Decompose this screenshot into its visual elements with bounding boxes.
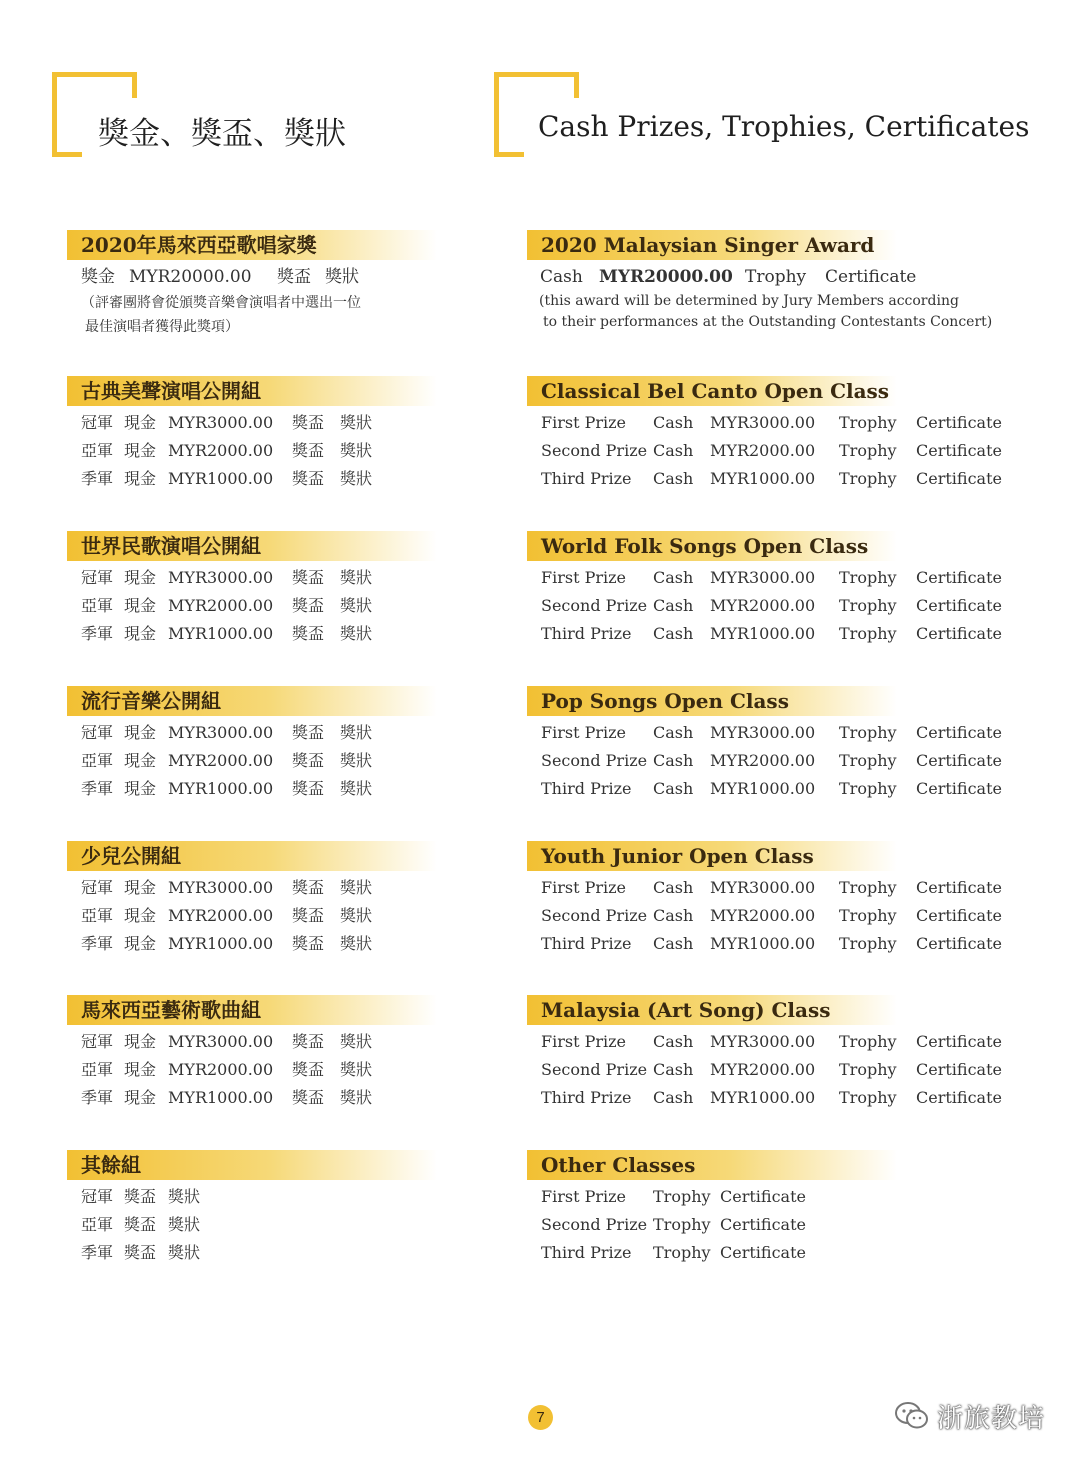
table-row	[527, 437, 1002, 465]
table-row	[67, 719, 437, 747]
cell: Certificate	[916, 779, 1002, 798]
table-row	[527, 1183, 897, 1211]
cell: 獎狀	[325, 267, 359, 287]
cell: MYR3000.00	[710, 723, 816, 742]
cell: 獎狀	[340, 878, 373, 897]
cell: 亞軍	[81, 906, 114, 925]
cell: 獎盃	[124, 1243, 157, 1262]
cell: 現金	[124, 469, 157, 488]
cell: 獎狀	[340, 751, 373, 770]
table-row	[67, 564, 437, 592]
cell: 現金	[124, 1032, 157, 1051]
cell: MYR1000.00	[710, 1088, 816, 1107]
cell: 季軍	[81, 779, 114, 798]
cell: MYR3000.00	[168, 878, 274, 897]
table-row	[67, 1056, 437, 1084]
cell: Cash	[653, 723, 694, 742]
cell: Cash	[653, 934, 694, 953]
table-row	[67, 437, 437, 465]
cell: 亞軍	[81, 751, 114, 770]
cell: Cash	[653, 568, 694, 587]
cell: MYR2000.00	[710, 1060, 816, 1079]
cell: 現金	[124, 906, 157, 925]
table-row	[527, 592, 1002, 620]
cell: 獎盃	[292, 568, 325, 587]
award-note: to their performances at the Outstanding Contestants Concert)	[543, 314, 993, 330]
zh-section-4	[67, 841, 437, 958]
cell: Certificate	[916, 934, 1002, 953]
cell: 冠軍	[81, 413, 114, 432]
table-row	[67, 263, 437, 291]
cell: Cash	[653, 469, 694, 488]
cell: Second Prize	[541, 441, 648, 460]
table-row	[67, 902, 437, 930]
table-row	[67, 930, 437, 958]
cell: Trophy	[839, 624, 897, 643]
cell: 獎狀	[340, 906, 373, 925]
cell: 冠軍	[81, 1032, 114, 1051]
cell: 獎狀	[340, 1088, 373, 1107]
cell: 獎盃	[292, 934, 325, 953]
section-title: 少兒公開組	[67, 841, 437, 871]
en-section-3	[527, 686, 1002, 803]
cell: Cash	[653, 751, 694, 770]
cell: 獎盃	[292, 1088, 325, 1107]
cell: 獎盃	[292, 1032, 325, 1051]
cell: 獎狀	[340, 596, 373, 615]
section-title: Pop Songs Open Class	[527, 686, 897, 716]
cell: 獎盃	[292, 779, 325, 798]
table-row	[67, 1239, 437, 1267]
cell: Certificate	[720, 1187, 806, 1206]
cell: 現金	[124, 596, 157, 615]
table-row	[527, 1239, 897, 1267]
table-row	[67, 874, 437, 902]
cell: 獎盃	[292, 723, 325, 742]
en-section-2	[527, 531, 1002, 648]
table-row	[67, 1211, 437, 1239]
cell: Certificate	[916, 1060, 1002, 1079]
cell: Certificate	[916, 723, 1002, 742]
cell: Trophy	[839, 441, 897, 460]
zh-section-6	[67, 1150, 437, 1267]
cell: Certificate	[916, 1088, 1002, 1107]
cell: Third Prize	[541, 779, 632, 798]
cell: 冠軍	[81, 568, 114, 587]
cell: Trophy	[839, 1060, 897, 1079]
cell: 獎盃	[292, 469, 325, 488]
cell: Certificate	[916, 624, 1002, 643]
cell: 季軍	[81, 624, 114, 643]
cell: 冠軍	[81, 1187, 114, 1206]
cell: 季軍	[81, 469, 114, 488]
cell: Third Prize	[541, 469, 632, 488]
cell: MYR2000.00	[710, 906, 816, 925]
award-note: 最佳演唱者獲得此獎項）	[85, 319, 239, 335]
cell: 獎盃	[124, 1187, 157, 1206]
cell: Certificate	[916, 413, 1002, 432]
cell: 亞軍	[81, 441, 114, 460]
table-row	[527, 719, 1002, 747]
header-title-en: Cash Prizes, Trophies, Certificates	[538, 110, 1030, 143]
cell: 獎狀	[340, 779, 373, 798]
cell: Certificate	[916, 469, 1002, 488]
en-section-5	[527, 995, 1002, 1112]
cell: Second Prize	[541, 751, 648, 770]
cell: 現金	[124, 413, 157, 432]
cell: Second Prize	[541, 1215, 648, 1234]
cell: 獎狀	[168, 1187, 201, 1206]
cell: Third Prize	[541, 934, 632, 953]
cell: MYR3000.00	[710, 413, 816, 432]
cell: First Prize	[541, 723, 627, 742]
cell: MYR3000.00	[168, 413, 274, 432]
cell: MYR1000.00	[710, 779, 816, 798]
cell: 現金	[124, 1060, 157, 1079]
cell: 季軍	[81, 1243, 114, 1262]
cell: Certificate	[916, 441, 1002, 460]
en-section-1	[527, 376, 1002, 493]
table-row	[67, 409, 437, 437]
cell: MYR1000.00	[168, 469, 274, 488]
cell: Certificate	[916, 596, 1002, 615]
cell: Certificate	[916, 1032, 1002, 1051]
cell: MYR1000.00	[168, 779, 274, 798]
cell: Trophy	[839, 413, 897, 432]
cell: MYR2000.00	[710, 596, 816, 615]
cell: MYR3000.00	[710, 878, 816, 897]
cell: Trophy	[653, 1243, 711, 1262]
cell: 獎盃	[124, 1215, 157, 1234]
cell: 獎狀	[340, 723, 373, 742]
table-row	[527, 263, 917, 291]
cell: MYR20000.00	[129, 267, 252, 287]
cell: MYR3000.00	[168, 723, 274, 742]
section-title: Youth Junior Open Class	[527, 841, 897, 871]
section-title: Other Classes	[527, 1150, 897, 1180]
cell: MYR2000.00	[168, 596, 274, 615]
cell: Trophy	[839, 878, 897, 897]
cell: Trophy	[839, 596, 897, 615]
table-row	[67, 620, 437, 648]
table-row	[527, 775, 1002, 803]
table-row	[527, 874, 1002, 902]
cell: Cash	[653, 596, 694, 615]
cell: First Prize	[541, 878, 627, 897]
cell: Third Prize	[541, 1088, 632, 1107]
watermark	[895, 1398, 1045, 1434]
section-title: Malaysia (Art Song) Class	[527, 995, 897, 1025]
cell: Certificate	[916, 906, 1002, 925]
cell: 獎盃	[292, 596, 325, 615]
page-number: 7	[528, 1405, 553, 1430]
cell: Certificate	[825, 267, 917, 287]
zh-section-2	[67, 531, 437, 648]
cell: MYR1000.00	[168, 624, 274, 643]
cell: 冠軍	[81, 723, 114, 742]
cell: Cash	[653, 779, 694, 798]
cell: MYR2000.00	[168, 441, 274, 460]
cell: Third Prize	[541, 1243, 632, 1262]
cell: MYR20000.00	[599, 267, 733, 287]
section-title: 2020年馬來西亞歌唱家獎	[67, 230, 437, 260]
cell: 獎狀	[168, 1243, 201, 1262]
cell: Trophy	[839, 1032, 897, 1051]
table-row	[527, 1056, 1002, 1084]
table-row	[527, 465, 1002, 493]
cell: Cash	[540, 267, 583, 287]
cell: 獎狀	[340, 934, 373, 953]
section-title: 流行音樂公開組	[67, 686, 437, 716]
cell: Trophy	[839, 469, 897, 488]
cell: MYR2000.00	[168, 751, 274, 770]
table-row	[67, 1028, 437, 1056]
cell: First Prize	[541, 1187, 627, 1206]
cell: Trophy	[653, 1187, 711, 1206]
table-row	[527, 1084, 1002, 1112]
cell: 亞軍	[81, 596, 114, 615]
cell: Trophy	[653, 1215, 711, 1234]
section-title: 古典美聲演唱公開組	[67, 376, 437, 406]
cell: MYR1000.00	[710, 624, 816, 643]
zh-section-0	[67, 230, 437, 339]
cell: 現金	[124, 779, 157, 798]
cell: Trophy	[745, 267, 807, 287]
cell: 獎盃	[292, 624, 325, 643]
cell: Certificate	[916, 878, 1002, 897]
cell: Cash	[653, 413, 694, 432]
cell: First Prize	[541, 413, 627, 432]
cell: Trophy	[839, 751, 897, 770]
cell: Cash	[653, 1032, 694, 1051]
cell: First Prize	[541, 568, 627, 587]
section-title: World Folk Songs Open Class	[527, 531, 897, 561]
cell: 現金	[124, 1088, 157, 1107]
cell: 獎狀	[340, 469, 373, 488]
cell: First Prize	[541, 1032, 627, 1051]
cell: 獎狀	[340, 624, 373, 643]
cell: 現金	[124, 568, 157, 587]
cell: Trophy	[839, 906, 897, 925]
cell: 獎盃	[292, 906, 325, 925]
cell: Trophy	[839, 723, 897, 742]
cell: Trophy	[839, 934, 897, 953]
table-row	[527, 1211, 897, 1239]
cell: MYR3000.00	[168, 1032, 274, 1051]
cell: 現金	[124, 878, 157, 897]
cell: 獎盃	[292, 1060, 325, 1079]
table-row	[67, 747, 437, 775]
cell: Certificate	[916, 751, 1002, 770]
cell: 獎狀	[340, 1032, 373, 1051]
cell: Trophy	[839, 1088, 897, 1107]
cell: Cash	[653, 624, 694, 643]
cell: 現金	[124, 934, 157, 953]
cell: 亞軍	[81, 1215, 114, 1234]
table-row	[67, 775, 437, 803]
cell: 季軍	[81, 934, 114, 953]
en-section-6	[527, 1150, 897, 1267]
cell: 獎狀	[340, 441, 373, 460]
table-row	[527, 564, 1002, 592]
section-title: 2020 Malaysian Singer Award	[527, 230, 897, 260]
cell: 現金	[124, 751, 157, 770]
watermark-text: 浙旅教培	[937, 1403, 1046, 1434]
cell: Certificate	[720, 1215, 806, 1234]
cell: Trophy	[839, 568, 897, 587]
cell: Second Prize	[541, 596, 648, 615]
zh-section-3	[67, 686, 437, 803]
cell: Certificate	[916, 568, 1002, 587]
table-row	[67, 592, 437, 620]
cell: 獎盃	[292, 751, 325, 770]
award-note: (this award will be determined by Jury Members according	[539, 293, 959, 309]
table-row	[67, 1183, 437, 1211]
cell: Trophy	[839, 779, 897, 798]
cell: MYR1000.00	[710, 934, 816, 953]
cell: Second Prize	[541, 1060, 648, 1079]
table-row	[527, 747, 1002, 775]
table-row	[527, 620, 1002, 648]
zh-section-1	[67, 376, 437, 493]
cell: Cash	[653, 1088, 694, 1107]
zh-section-5	[67, 995, 437, 1112]
cell: 獎狀	[340, 1060, 373, 1079]
table-row	[67, 1084, 437, 1112]
header-title-zh: 獎金、獎盃、獎狀	[98, 116, 346, 152]
en-section-0	[527, 230, 993, 333]
cell: Cash	[653, 441, 694, 460]
cell: MYR1000.00	[168, 1088, 274, 1107]
cell: Cash	[653, 906, 694, 925]
cell: Second Prize	[541, 906, 648, 925]
cell: 獎盃	[292, 441, 325, 460]
cell: MYR3000.00	[710, 1032, 816, 1051]
section-title: 馬來西亞藝術歌曲組	[67, 995, 437, 1025]
cell: 獎盃	[292, 413, 325, 432]
table-row	[67, 465, 437, 493]
cell: MYR2000.00	[168, 1060, 274, 1079]
cell: MYR1000.00	[168, 934, 274, 953]
cell: 現金	[124, 624, 157, 643]
cell: Cash	[653, 878, 694, 897]
cell: 亞軍	[81, 1060, 114, 1079]
cell: MYR3000.00	[168, 568, 274, 587]
cell: MYR3000.00	[710, 568, 816, 587]
en-section-4	[527, 841, 1002, 958]
table-row	[527, 1028, 1002, 1056]
cell: 現金	[124, 723, 157, 742]
table-row	[527, 902, 1002, 930]
section-title: Classical Bel Canto Open Class	[527, 376, 897, 406]
cell: 冠軍	[81, 878, 114, 897]
table-row	[527, 930, 1002, 958]
cell: Third Prize	[541, 624, 632, 643]
cell: 獎盃	[277, 267, 311, 287]
cell: MYR1000.00	[710, 469, 816, 488]
cell: 獎狀	[168, 1215, 201, 1234]
section-title: 世界民歌演唱公開組	[67, 531, 437, 561]
cell: 獎狀	[340, 568, 373, 587]
award-note: （評審團將會從頒獎音樂會演唱者中選出一位	[81, 295, 361, 311]
cell: 獎金	[81, 267, 115, 287]
cell: 季軍	[81, 1088, 114, 1107]
cell: 現金	[124, 441, 157, 460]
cell: Cash	[653, 1060, 694, 1079]
cell: MYR2000.00	[168, 906, 274, 925]
cell: 獎狀	[340, 413, 373, 432]
wechat-icon	[895, 1401, 929, 1431]
cell: Certificate	[720, 1243, 806, 1262]
cell: MYR2000.00	[710, 751, 816, 770]
cell: 獎盃	[292, 878, 325, 897]
table-row	[527, 409, 1002, 437]
cell: MYR2000.00	[710, 441, 816, 460]
section-title: 其餘組	[67, 1150, 437, 1180]
